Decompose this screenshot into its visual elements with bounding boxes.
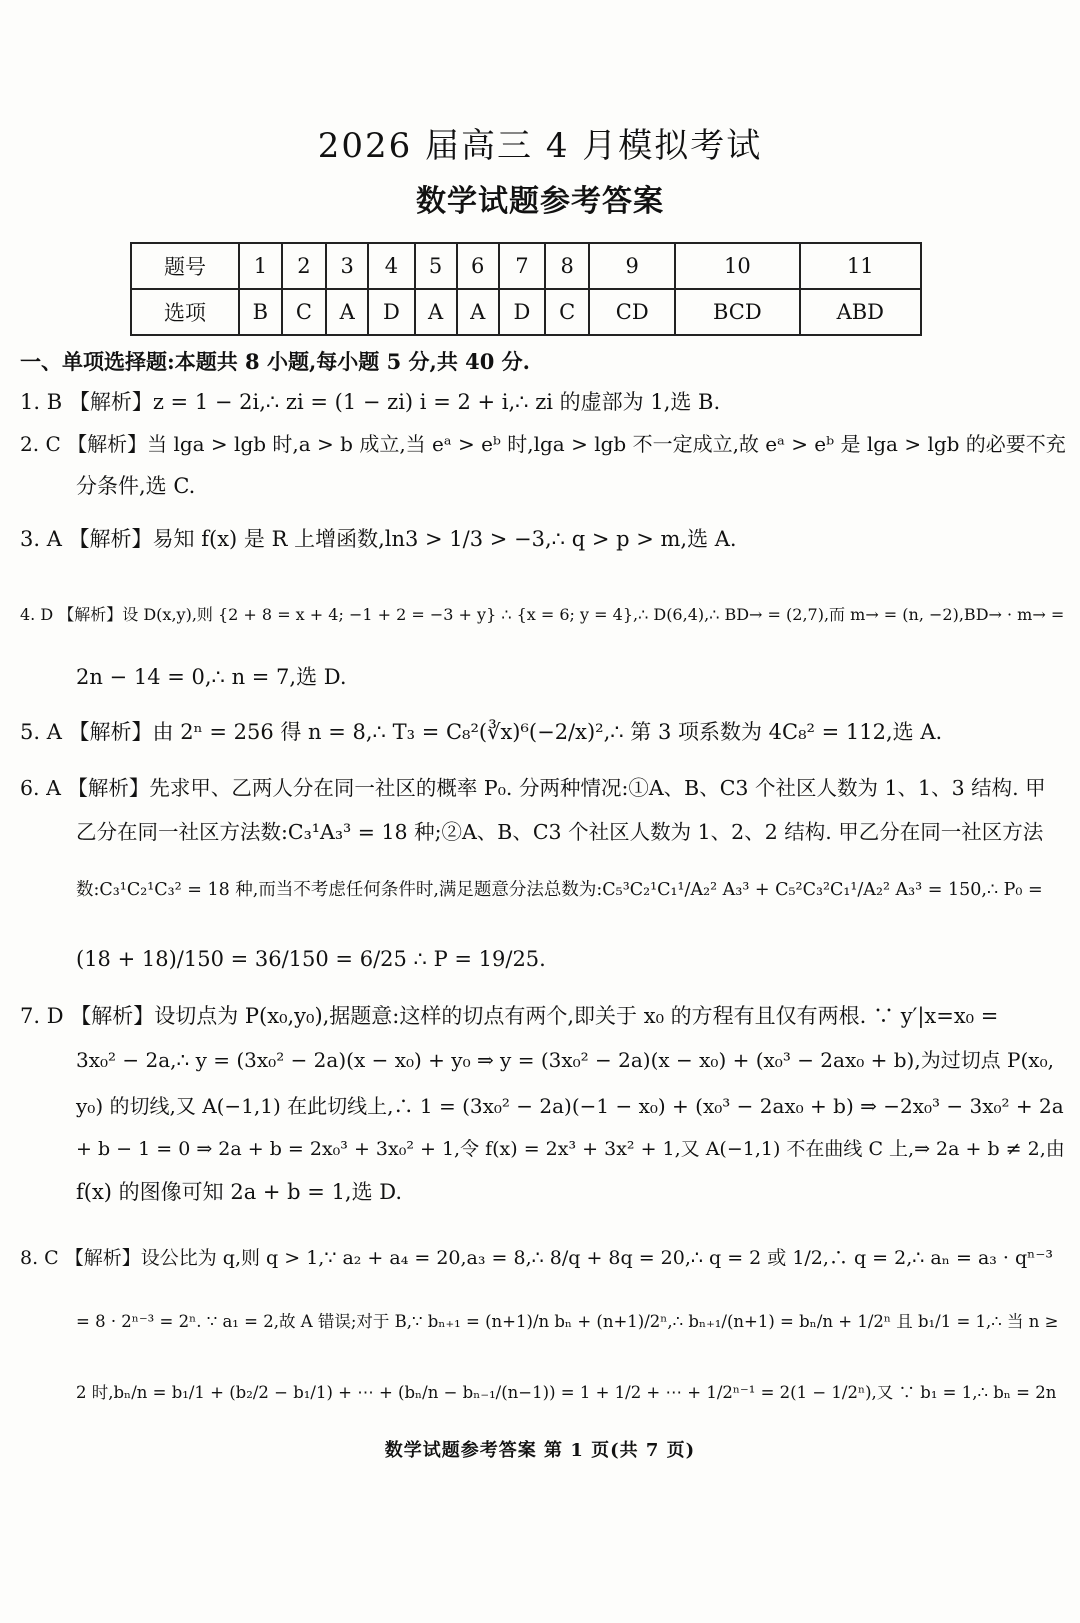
solution-q2: 2. C 【解析】当 lga > lgb 时,a > b 成立,当 eᵃ > eᵇ 时,lga > lgb 不一定成立,故 eᵃ > eᵇ 是 lga > lgb 的必要不充 (20, 432, 1066, 456)
solution-q8-cont1: = 8 · 2ⁿ⁻³ = 2ⁿ. ∵ a₁ = 2,故 A 错误;对于 B,∵ bₙ₊₁ = (n+1)/n bₙ + (n+1)/2ⁿ,∴ bₙ₊₁/(n+1) = bₙ/n + 1/2ⁿ 且 b₁/1 = 1,∴ 当 n ≥ (76, 1312, 1059, 1331)
question-number: 3 (326, 243, 368, 289)
answer-table (130, 242, 922, 336)
solution-q7-cont2: y₀) 的切线,又 A(−1,1) 在此切线上,∴ 1 = (3x₀² − 2a)(−1 − x₀) + (x₀³ − 2ax₀ + b) ⇒ −2x₀³ − 3x₀² + 2a (76, 1094, 1064, 1118)
solution-q3: 3. A 【解析】易知 f(x) 是 R 上增函数,ln3 > 1/3 > −3,∴ q > p > m,选 A. (20, 527, 737, 551)
section-heading: 一、单项选择题:本题共 8 小题,每小题 5 分,共 40 分. (20, 349, 530, 374)
answer-table-row-options (131, 289, 921, 335)
answer-option: A (326, 289, 368, 335)
answer-option: A (415, 289, 457, 335)
solution-q5: 5. A 【解析】由 2ⁿ = 256 得 n = 8,∴ T₃ = C₈²(∛x)⁶(−2/x)²,∴ 第 3 项系数为 4C₈² = 112,选 A. (20, 720, 943, 744)
solution-q7-cont1: 3x₀² − 2a,∴ y = (3x₀² − 2a)(x − x₀) + y₀ ⇒ y = (3x₀² − 2a)(x − x₀) + (x₀³ − 2ax₀ + b),为过切点 P(x₀, (76, 1048, 1054, 1072)
question-number: 10 (675, 243, 800, 289)
answer-table-row-numbers (131, 243, 921, 289)
solution-q8: 8. C 【解析】设公比为 q,则 q > 1,∵ a₂ + a₄ = 20,a₃ = 8,∴ 8/q + 8q = 20,∴ q = 2 或 1/2,∴ q = 2,∴ aₙ = a₃ · qⁿ⁻³ (20, 1247, 1054, 1269)
solution-q6-cont2: 数:C₃¹C₂¹C₃² = 18 种,而当不考虑任何条件时,满足题意分法总数为:C₅³C₂¹C₁¹/A₂² A₃³ + C₅²C₃²C₁¹/A₂² A₃³ = 150,∴ P₀ = (76, 880, 1043, 900)
question-number: 5 (415, 243, 457, 289)
solution-q4-cont: 2n − 14 = 0,∴ n = 7,选 D. (76, 665, 347, 689)
solution-q7-cont3: + b − 1 = 0 ⇒ 2a + b = 2x₀³ + 3x₀² + 1,令 f(x) = 2x³ + 3x² + 1,又 A(−1,1) 不在曲线 C 上,⇒ 2a + b ≠ 2,由 (76, 1138, 1065, 1160)
solution-q6-cont1: 乙分在同一社区方法数:C₃¹A₃³ = 18 种;②A、B、C3 个社区人数为 1、2、2 结构. 甲乙分在同一社区方法 (76, 820, 1044, 844)
solution-q4: 4. D 【解析】设 D(x,y),则 {2 + 8 = x + 4; −1 + 2 = −3 + y} ∴ {x = 6; y = 4},∴ D(6,4),∴ BD→ = (2,7),而 m→ = (n, −2),BD→ · m→ = (20, 605, 1065, 624)
solution-q2-cont: 分条件,选 C. (76, 474, 196, 498)
question-number: 6 (457, 243, 499, 289)
question-number: 4 (368, 243, 414, 289)
solution-q1: 1. B 【解析】z = 1 − 2i,∴ zi = (1 − zi) i = 2 + i,∴ zi 的虚部为 1,选 B. (20, 390, 721, 414)
answer-option: CD (589, 289, 675, 335)
row-label-option: 选项 (131, 289, 239, 335)
page-footer: 数学试题参考答案 第 1 页(共 7 页) (384, 1440, 696, 1461)
solution-q6-cont3: (18 + 18)/150 = 36/150 = 6/25 ∴ P = 19/25. (76, 947, 546, 971)
solution-q7: 7. D 【解析】设切点为 P(x₀,y₀),据题意:这样的切点有两个,即关于 x₀ 的方程有且仅有两根. ∵ y′|x=x₀ = (20, 1004, 999, 1028)
question-number: 1 (239, 243, 282, 289)
answer-option: B (239, 289, 282, 335)
answer-option: D (368, 289, 414, 335)
solution-q7-cont4: f(x) 的图像可知 2a + b = 1,选 D. (76, 1180, 403, 1204)
answer-option: A (457, 289, 499, 335)
answer-option: BCD (675, 289, 800, 335)
question-number: 11 (800, 243, 921, 289)
page-title: 2026 届高三 4 月模拟考试 (317, 126, 763, 166)
page-subtitle: 数学试题参考答案 (416, 184, 664, 219)
question-number: 8 (545, 243, 589, 289)
question-number: 9 (589, 243, 675, 289)
solution-q6: 6. A 【解析】先求甲、乙两人分在同一社区的概率 P₀. 分两种情况:①A、B、C3 个社区人数为 1、1、3 结构. 甲 (20, 776, 1046, 800)
answer-option: C (545, 289, 589, 335)
answer-option: D (499, 289, 545, 335)
answer-option: C (282, 289, 326, 335)
solution-q8-cont2: 2 时,bₙ/n = b₁/1 + (b₂/2 − b₁/1) + ⋯ + (bₙ/n − bₙ₋₁/(n−1)) = 1 + 1/2 + ⋯ + 1/2ⁿ⁻¹ = 2(1 − 1/2ⁿ),又 ∵ b₁ = 1,∴ bₙ = 2n (76, 1383, 1057, 1402)
row-label-number: 题号 (131, 243, 239, 289)
question-number: 7 (499, 243, 545, 289)
question-number: 2 (282, 243, 326, 289)
answer-option: ABD (800, 289, 921, 335)
